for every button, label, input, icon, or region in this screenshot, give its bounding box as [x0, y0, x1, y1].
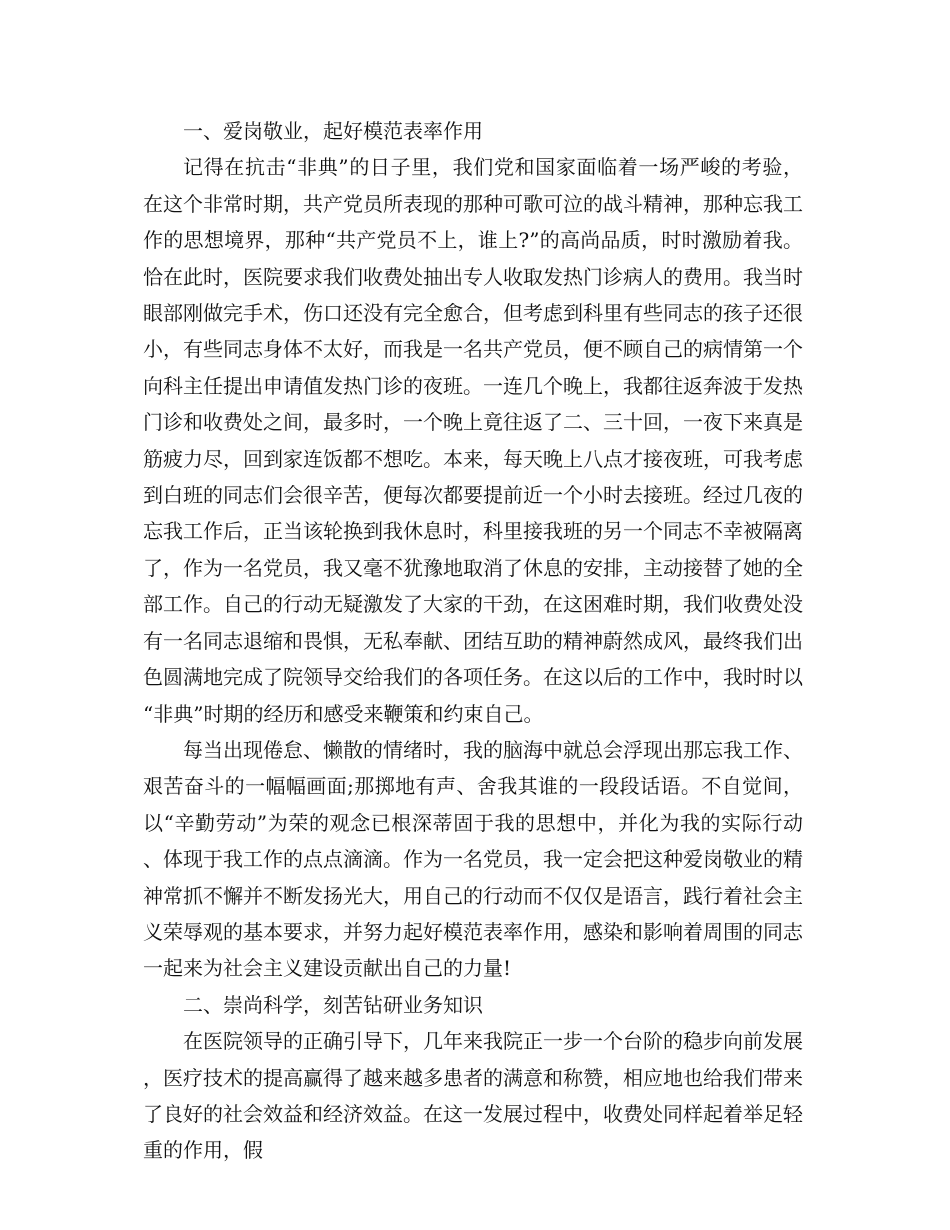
section-heading-2: 二、崇尚科学，刻苦钻研业务知识	[183, 992, 483, 1017]
paragraph-diligence: 每当出现倦怠、懒散的情绪时，我的脑海中就总会浮现出那忘我工作、艰苦奋斗的一幅幅画面;那掷地有声、舍我其谁的一段段话语。不自觉间，以“辛勤劳动”为荣的观念已根深蒂固于我的思想中，并化为我的实际行动、体现于我工作的点点滴滴。作为一名党员，我一定会把这种爱岗敬业的精神常抓不懈并不断发扬光大，用自己的行动而不仅仅是语言，践行着社会主义荣辱观的基本要求，并努力起好模范表率作用，感染和影响着周围的同志一起来为社会主义建设贡献出自己的力量!	[143, 737, 803, 981]
paragraph-hospital-development: 在医院领导的正确引导下，几年来我院正一步一个台阶的稳步向前发展，医疗技术的提高赢得了越来越多患者的满意和称赞，相应地也给我们带来了良好的社会效益和经济效益。在这一发展过程中，收费处同样起着举足轻重的作用，假	[143, 1029, 803, 1163]
paragraph-sars-experience: 记得在抗击“非典”的日子里，我们党和国家面临着一场严峻的考验，在这个非常时期，共产党员所表现的那种可歌可泣的战斗精神，那种忘我工作的思想境界，那种“共产党员不上，谁上?”的高尚品质，时时激励着我。恰在此时，医院要求我们收费处抽出专人收取发热门诊病人的费用。我当时眼部刚做完手术，伤口还没有完全愈合，但考虑到科里有些同志的孩子还很小，有些同志身体不太好，而我是一名共产党员，便不顾自己的病情第一个向科主任提出申请值发热门诊的夜班。一连几个晚上，我都往返奔波于发热门诊和收费处之间，最多时，一个晚上竟往返了二、三十回，一夜下来真是筋疲力尽，回到家连饭都不想吃。本来，每天晚上八点才接夜班，可我考虑到白班的同志们会很辛苦，便每次都要提前近一个小时去接班。经过几夜的忘我工作后，正当该轮换到我休息时，科里接我班的另一个同志不幸被隔离了，作为一名党员，我又毫不犹豫地取消了休息的安排，主动接替了她的全部工作。自己的行动无疑激发了大家的干劲，在这困难时期，我们收费处没有一名同志退缩和畏惧，无私奉献、团结互助的精神蔚然成风，最终我们出色圆满地完成了院领导交给我们的各项任务。在这以后的工作中，我时时以“非典”时期的经历和感受来鞭策和约束自己。	[143, 155, 803, 726]
section-heading-1: 一、爱岗敬业，起好模范表率作用	[183, 119, 483, 143]
document-body	[143, 113, 803, 1169]
